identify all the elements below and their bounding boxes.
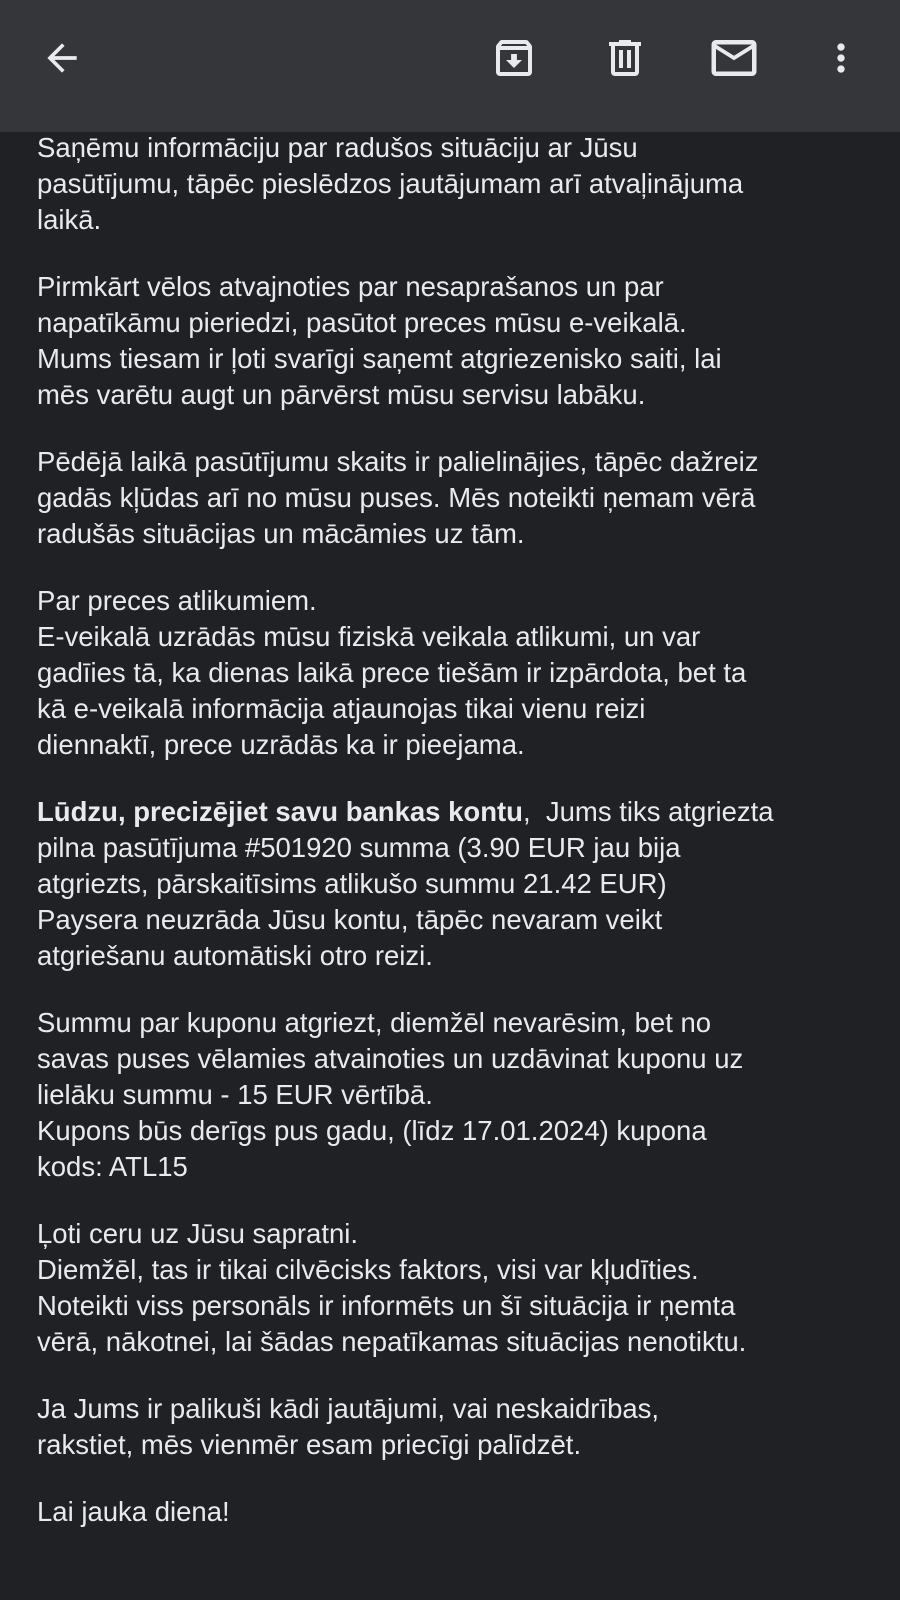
email-paragraph: [37, 1391, 887, 1463]
back-arrow-icon: [40, 36, 84, 80]
text-line: radušās situācijas un mācāmies uz tām.: [37, 518, 525, 549]
text-line: diennaktī, prece uzrādās ka ir pieejama.: [37, 729, 525, 760]
text-line: Kupons būs derīgs pus gadu, (līdz 17.01.2024) kupona: [37, 1115, 707, 1146]
text-line: Mums tiesam ir ļoti svarīgi saņemt atgriezenisko saiti, lai: [37, 343, 722, 374]
email-paragraph: [37, 583, 887, 763]
text-line: atgriešanu automātiski otro reizi.: [37, 940, 433, 971]
text-line: [37, 794, 887, 830]
text-line: gadās kļūdas arī no mūsu puses. Mēs noteikti ņemam vērā: [37, 482, 756, 513]
email-paragraph: [37, 444, 887, 552]
text-line: atgriezts, pārskaitīsims atlikušo summu 21.42 EUR): [37, 868, 667, 899]
archive-icon: [490, 34, 538, 82]
text-line: Noteikti viss personāls ir informēts un šī situācija ir ņemta: [37, 1290, 736, 1321]
bold-request-text: Lūdzu, precizējiet savu bankas kontu: [37, 796, 523, 827]
email-paragraph: [37, 794, 887, 974]
mail-icon: [707, 31, 761, 85]
text-line: gadīies tā, ka dienas laikā prece tiešām ir izpārdota, bet ta: [37, 657, 747, 688]
more-options-button[interactable]: [809, 26, 873, 90]
text-line: rakstiet, mēs vienmēr esam priecīgi palīdzēt.: [37, 1429, 582, 1460]
delete-icon: [601, 34, 649, 82]
top-app-bar: [0, 0, 900, 132]
text-line: E-veikalā uzrādās mūsu fiziskā veikala atlikumi, un var: [37, 621, 701, 652]
text-line: Lai jauka diena!: [37, 1496, 230, 1527]
text-line: mēs varētu augt un pārvērst mūsu servisu labāku.: [37, 379, 646, 410]
text-line: vērā, nākotnei, lai šādas nepatīkamas situācijas nenotiktu.: [37, 1326, 747, 1357]
mark-unread-button[interactable]: [702, 26, 766, 90]
text-line: lielāku summu - 15 EUR vērtībā.: [37, 1079, 433, 1110]
text-line: Diemžēl, tas ir tikai cilvēcisks faktors, visi var kļudīties.: [37, 1254, 699, 1285]
text-line: pilna pasūtījuma #501920 summa (3.90 EUR jau bija: [37, 832, 681, 863]
text-line: Pēdējā laikā pasūtījumu skaits ir palielinājies, tāpēc dažreiz: [37, 446, 759, 477]
text-line: laikā.: [37, 204, 102, 235]
text-line: Summu par kuponu atgriezt, diemžēl nevarēsim, bet no: [37, 1007, 712, 1038]
text-line: kods: ATL15: [37, 1151, 188, 1182]
text-line: Saņēmu informāciju par radušos situāciju ar Jūsu: [37, 132, 638, 163]
email-paragraph: [37, 1005, 887, 1185]
email-paragraph: [37, 269, 887, 413]
archive-button[interactable]: [482, 26, 546, 90]
text-line: Paysera neuzrāda Jūsu kontu, tāpēc nevaram veikt: [37, 904, 663, 935]
back-button[interactable]: [30, 26, 94, 90]
email-body: [37, 130, 887, 1561]
email-paragraph: [37, 1216, 887, 1360]
text-line: Ļoti ceru uz Jūsu sapratni.: [37, 1218, 359, 1249]
text-line: kā e-veikalā informācija atjaunojas tikai vienu reizi: [37, 693, 646, 724]
text-line: Ja Jums ir palikuši kādi jautājumi, vai neskaidrības,: [37, 1393, 660, 1424]
delete-button[interactable]: [593, 26, 657, 90]
text-line: pasūtījumu, tāpēc pieslēdzos jautājumam arī atvaļinājuma: [37, 168, 744, 199]
text-line: napatīkāmu pieriedzi, pasūtot preces mūsu e-veikalā.: [37, 307, 687, 338]
more-vert-icon: [819, 36, 863, 80]
text-fragment: , Jums tiks atgriezta: [522, 796, 774, 827]
text-line: Pirmkārt vēlos atvajnoties par nesaprašanos un par: [37, 271, 664, 302]
text-line: Par preces atlikumiem.: [37, 585, 317, 616]
email-paragraph: [37, 1494, 887, 1530]
text-line: savas puses vēlamies atvainoties un uzdāvinat kuponu uz: [37, 1043, 744, 1074]
email-paragraph: [37, 130, 887, 238]
